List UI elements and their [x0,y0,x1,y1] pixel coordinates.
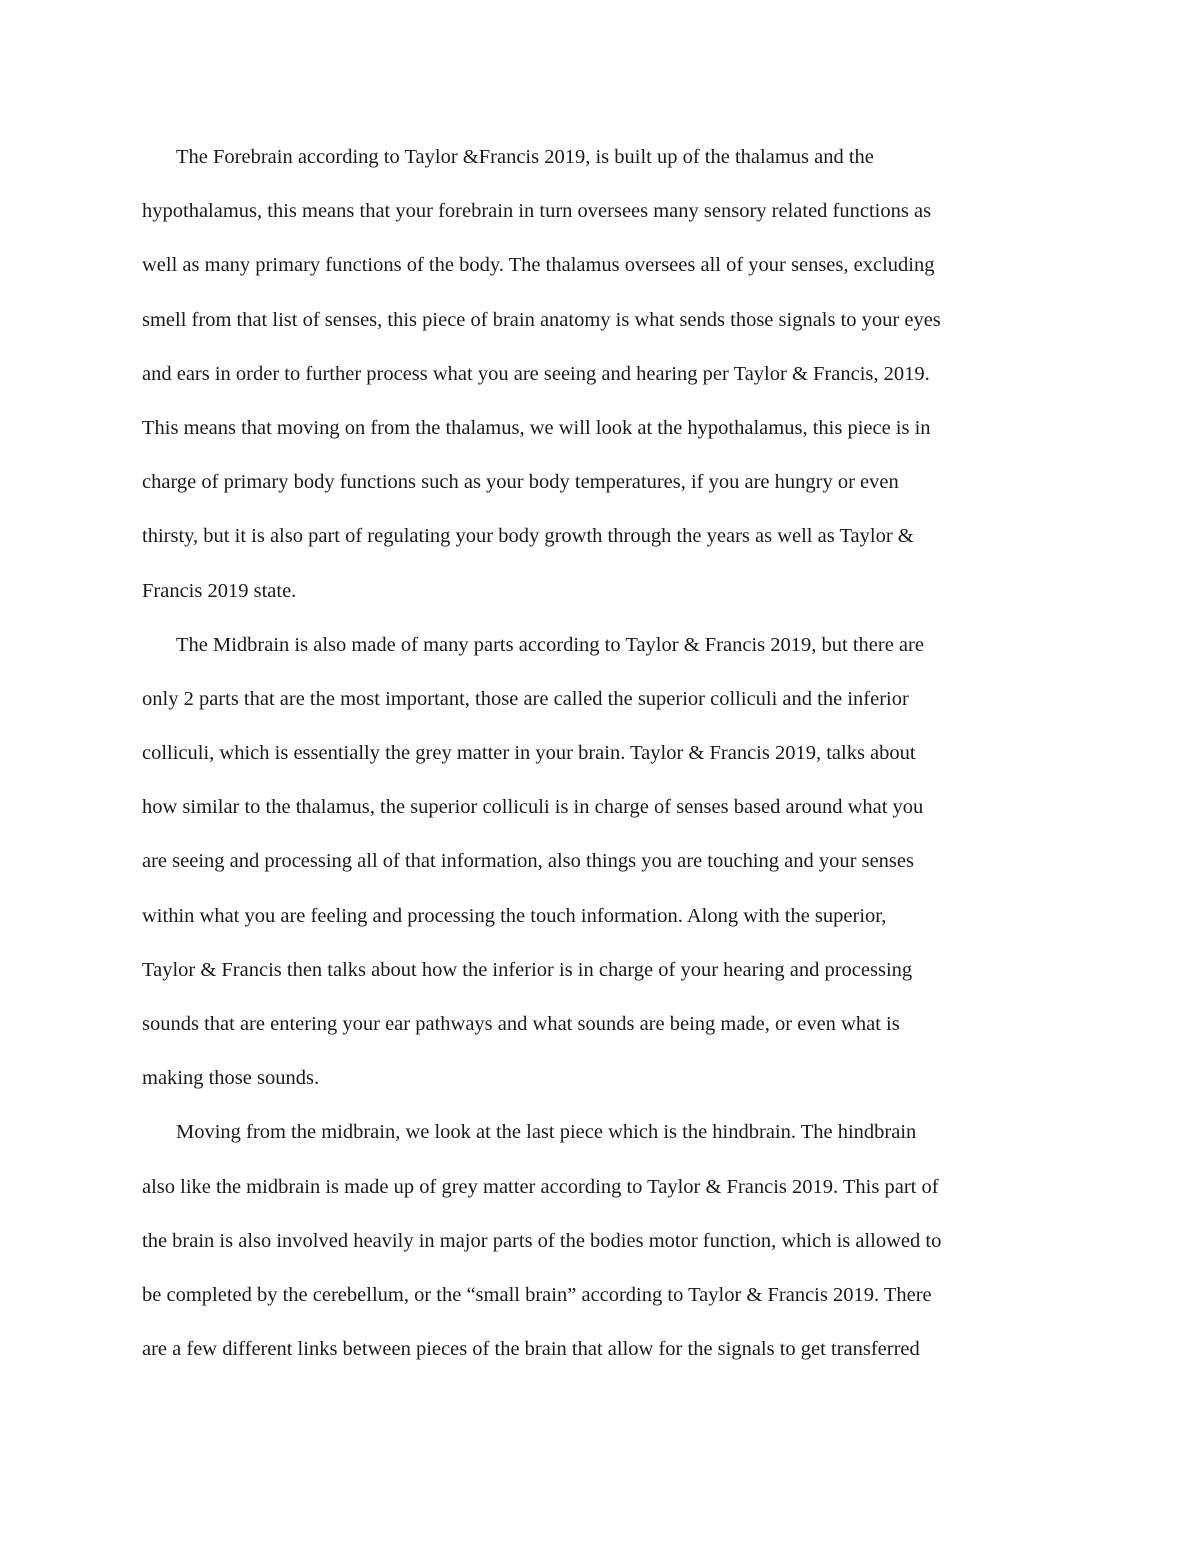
text-line: the brain is also involved heavily in major parts of the bodies motor function, which is allowed to [142,1229,942,1252]
text-line: The Forebrain according to Taylor &Francis 2019, is built up of the thalamus and the [176,146,874,168]
text-line: and ears in order to further process what you are seeing and hearing per Taylor & Francis, 2019. [142,362,930,385]
text-line: thirsty, but it is also part of regulating your body growth through the years as well as Taylor & [142,525,914,548]
text-line: making those sounds. [142,1067,320,1090]
text-line: are a few different links between pieces of the brain that allow for the signals to get transferred [142,1338,920,1361]
text-line: are seeing and processing all of that information, also things you are touching and your senses [142,850,914,873]
text-line: Moving from the midbrain, we look at the last piece which is the hindbrain. The hindbrain [176,1121,917,1144]
text-line: colliculi, which is essentially the grey matter in your brain. Taylor & Francis 2019, talks about [142,742,916,765]
text-line: how similar to the thalamus, the superior colliculi is in charge of senses based around what you [142,796,924,819]
text-line: hypothalamus, this means that your forebrain in turn oversees many sensory related functions as [142,200,932,223]
paragraph-hindbrain [142,1105,1062,1376]
document-body [142,130,1062,1376]
paragraph-midbrain [142,618,1062,1106]
text-line: be completed by the cerebellum, or the “small brain” according to Taylor & Francis 2019. There [142,1283,932,1306]
text-line: Francis 2019 state. [142,579,297,602]
text-line: within what you are feeling and processing the touch information. Along with the superior, [142,904,887,927]
text-line: The Midbrain is also made of many parts according to Taylor & Francis 2019, but there are [176,633,924,656]
text-line: sounds that are entering your ear pathways and what sounds are being made, or even what is [142,1013,900,1035]
text-line: only 2 parts that are the most important, those are called the superior colliculi and the inferior [142,687,909,710]
text-line: charge of primary body functions such as your body temperatures, if you are hungry or even [142,471,899,494]
text-line: smell from that list of senses, this piece of brain anatomy is what sends those signals to your eyes [142,308,941,331]
text-line: Taylor & Francis then talks about how the inferior is in charge of your hearing and processing [142,958,913,981]
text-line: also like the midbrain is made up of grey matter according to Taylor & Francis 2019. This part of [142,1175,939,1198]
text-line: This means that moving on from the thalamus, we will look at the hypothalamus, this piece is in [142,416,931,439]
paragraph-forebrain [142,130,1062,618]
text-line: well as many primary functions of the body. The thalamus oversees all of your senses, excluding [142,254,935,277]
